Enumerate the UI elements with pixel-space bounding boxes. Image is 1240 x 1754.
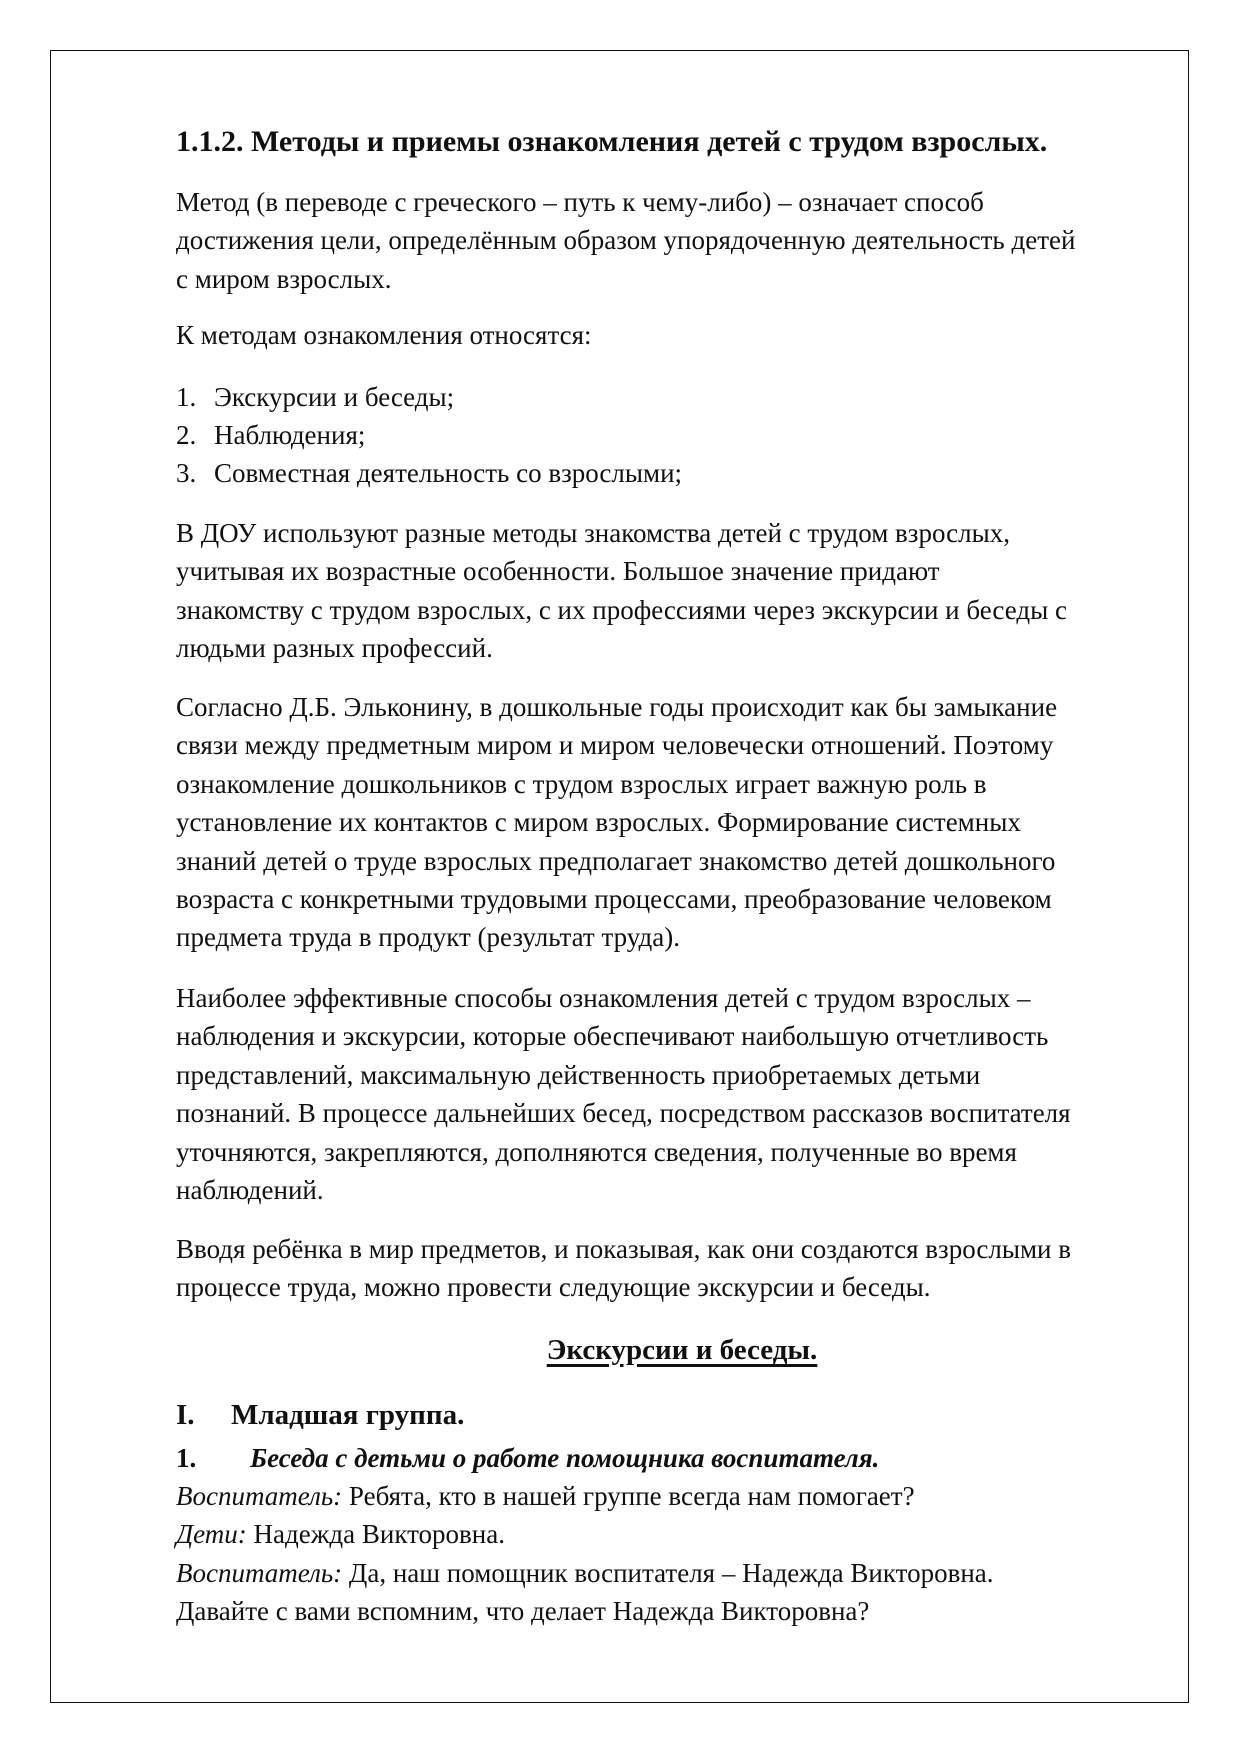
list-item-number: 2.: [176, 420, 197, 450]
paragraph-elkonin-line: Согласно Д.Б. Эльконину, в дошкольные годы происходит как бы замыкание: [176, 692, 1058, 722]
talk-title: Беседа с детьми о работе помощника воспитателя.: [250, 1443, 880, 1473]
speaker-label: Дети:: [176, 1519, 247, 1550]
paragraph-method-line: с миром взрослых.: [176, 263, 392, 294]
paragraph-effective-methods-line: уточняются, закрепляются, дополняются сведения, полученные во время: [176, 1136, 1017, 1167]
paragraph-elkonin-line: возраста с конкретными трудовыми процессами, преобразование человеком: [176, 884, 1052, 914]
dialogue-text: Ребята, кто в нашей группе всегда нам помогает?: [342, 1481, 915, 1511]
paragraph-effective-methods-line: познаний. В процессе дальнейших бесед, посредством рассказов воспитателя: [176, 1098, 1071, 1129]
paragraph-elkonin-line: предмета труда в продукт (результат труда).: [176, 922, 680, 953]
paragraph-elkonin-line: ознакомление дошкольников с трудом взрослых играет важную роль в: [176, 768, 987, 799]
dialogue-text: Надежда Викторовна.: [246, 1519, 505, 1550]
dialogue-text: Давайте с вами вспомним, что делает Надежда Викторовна?: [176, 1595, 870, 1626]
group-title: Младшая группа.: [231, 1399, 465, 1431]
dialogue-line: [176, 1592, 869, 1630]
list-item-number: 3.: [176, 458, 197, 488]
list-item-text: Экскурсии и беседы;: [214, 382, 455, 412]
paragraph-effective-methods-line: представлений, максимальную действенность приобретаемых детьми: [176, 1059, 981, 1090]
paragraph-method-line: достижения цели, определённым образом упорядоченную деятельность детей: [176, 225, 1076, 256]
paragraph-effective-methods-line: Наиболее эффективные способы ознакомления детей с трудом взрослых –: [176, 983, 1031, 1013]
paragraph-method-line: Метод (в переводе с греческого – путь к чему-либо) – означает способ: [176, 187, 984, 217]
paragraph-elkonin-line: знаний детей о труде взрослых предполагает знакомство детей дошкольного: [176, 845, 1056, 876]
list-item-text: Совместная деятельность со взрослыми;: [214, 458, 683, 488]
paragraph-introducing-line: Вводя ребёнка в мир предметов, и показывая, как они создаются взрослыми в: [176, 1234, 1072, 1264]
section-subheading: Экскурсии и беседы.: [546, 1334, 818, 1366]
list-item-number: 1.: [176, 382, 197, 412]
paragraph-dou-line: учитывая их возрастные особенности. Большое значение придают: [176, 556, 940, 587]
dialogue-line: [176, 1554, 994, 1592]
paragraph-elkonin-line: связи между предметным миром и миром человечески отношений. Поэтому: [176, 730, 1054, 761]
dialogue-line: [176, 1515, 505, 1553]
paragraph-effective-methods-line: наблюдений.: [176, 1175, 324, 1205]
speaker-label: Воспитатель:: [176, 1481, 343, 1511]
paragraph-elkonin-line: установление их контактов с миром взрослых. Формирование системных: [176, 807, 1021, 838]
paragraph-dou-line: людьми разных профессий.: [176, 633, 493, 664]
paragraph-effective-methods-line: наблюдения и экскурсии, которые обеспечивают наибольшую отчетливость: [176, 1021, 1049, 1052]
talk-number: 1.: [176, 1443, 197, 1473]
paragraph-dou-line: В ДОУ используют разные методы знакомства детей с трудом взрослых,: [176, 518, 1010, 548]
dialogue-line: [176, 1477, 915, 1515]
section-heading: 1.1.2. Методы и приемы ознакомления детей с трудом взрослых.: [176, 125, 1048, 158]
paragraph-introducing-line: процессе труда, можно провести следующие экскурсии и беседы.: [176, 1272, 931, 1303]
paragraph-methods-intro: К методам ознакомления относятся:: [176, 320, 592, 350]
paragraph-dou-line: знакомству с трудом взрослых, с их профессиями через экскурсии и беседы с: [176, 594, 1067, 625]
list-item-text: Наблюдения;: [214, 420, 366, 450]
speaker-label: Воспитатель:: [176, 1557, 343, 1588]
dialogue-text: Да, наш помощник воспитателя – Надежда Викторовна.: [342, 1557, 994, 1588]
group-number: I.: [176, 1399, 195, 1431]
